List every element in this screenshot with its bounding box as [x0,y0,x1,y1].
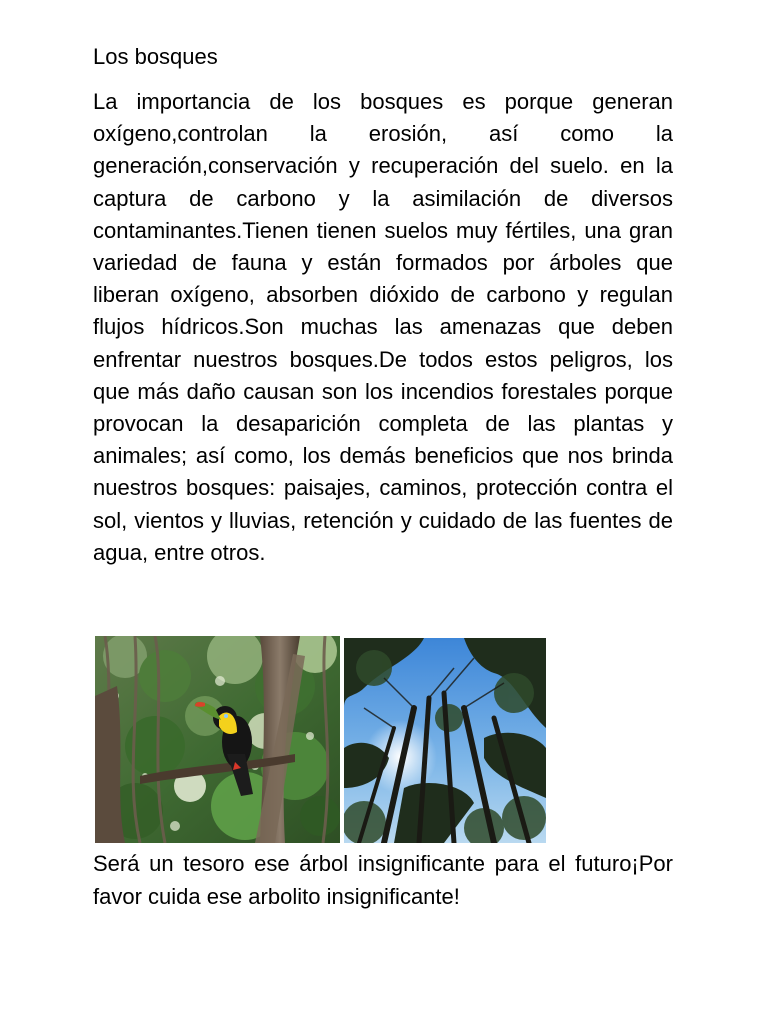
photo-row [95,636,550,843]
document-title: Los bosques [93,44,218,69]
document-paragraph: La importancia de los bosques es porque generan oxígeno,controlan la erosión, así como la generación,conservación y recuperación del suelo. en la captura de carbono y la asimilación de diversos contaminantes.Tienen tienen suelos muy fértiles, una gran variedad de fauna y están formados por árboles que liberan oxígeno, absorben dióxido de carbono y regulan flujos hídricos.Son muchas las amenazas que deben enfrentar nuestros bosques.De todos estos peligros, los que más daño causan son los incendios forestales porque provocan la desaparición completa de las plantas y animales; así como, los demás beneficios que nos brinda nuestros bosques: paisajes, caminos, protección contra el sol, vientos y lluvias, retención y cuidado de las fuentes de agua, entre otros. [93,89,673,565]
closing-text: Será un tesoro ese árbol insignificante para el futuro¡Por favor cuida ese arbolito insignificante! [93,851,673,909]
forest-sky-photo [344,638,546,843]
toucan-photo [95,636,340,843]
